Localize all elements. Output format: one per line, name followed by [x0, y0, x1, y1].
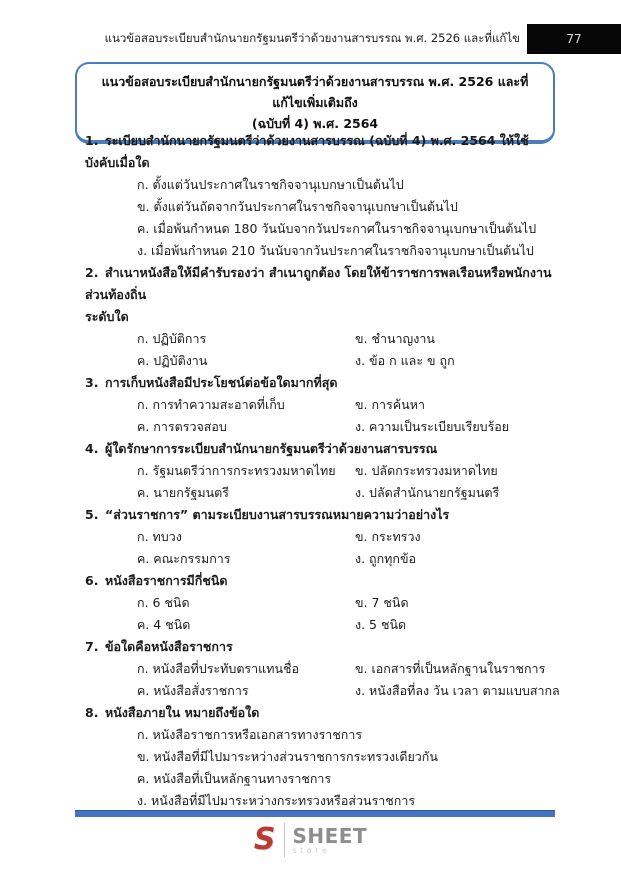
question-item-6 — [85, 570, 557, 636]
sheet-store-s-icon: S — [253, 822, 276, 857]
option-d: ง. หนังสือที่มีไปมาระหว่างกระทรวงหรือส่วนราชการ — [137, 793, 416, 808]
question-text: ผู้ใดรักษาการระเบียบสำนักนายกรัฐมนตรีว่าด้วยงานสารบรรณ — [105, 441, 438, 456]
question-number: 4. — [85, 441, 99, 456]
option-c: ค. คณะกรรมการ — [137, 551, 231, 566]
exam-title-line2: (ฉบับที่ 4) พ.ศ. 2564 — [251, 116, 379, 131]
question-item-7 — [85, 636, 560, 702]
option-b: ข. การค้นหา — [355, 397, 425, 412]
question-text: สำเนาหนังสือให้มีคำรับรองว่า สำเนาถูกต้อง โดยให้ข้าราชการพลเรือนหรือพนักงานส่วนท้องถิ่น — [85, 265, 552, 302]
question-text: การเก็บหนังสือมีประโยชน์ต่อข้อใดมากที่สุด — [105, 375, 338, 390]
option-d: ง. ปลัดสำนักนายกรัฐมนตรี — [355, 485, 500, 500]
option-b: ข. หนังสือที่มีไปมาระหว่างส่วนราชการกระทรวงเดียวกัน — [137, 749, 438, 764]
question-text: “ส่วนราชการ” ตามระเบียบงานสารบรรณหมายความว่าอย่างไร — [105, 507, 450, 522]
question-text-line2: ระดับใด — [85, 309, 129, 324]
brand-logo — [0, 823, 621, 857]
question-number: 6. — [85, 573, 99, 588]
option-b: ข. ชำนาญงาน — [355, 331, 435, 346]
option-c: ค. การตรวจสอบ — [137, 419, 227, 434]
question-number: 1. — [85, 133, 99, 148]
option-b: ข. ปลัดกระทรวงมหาดไทย — [355, 463, 498, 478]
option-a: ก. หนังสือราชการหรือเอกสารทางราชการ — [137, 727, 363, 742]
question-list — [85, 130, 560, 812]
brand-subtitle: store — [292, 845, 331, 855]
question-text: หนังสือราชการมีกี่ชนิด — [105, 573, 228, 588]
option-a: ก. ทบวง — [137, 529, 182, 544]
page-header — [75, 24, 621, 54]
option-c: ค. เมื่อพ้นกำหนด 180 วันนับจากวันประกาศในราชกิจจานุเบกษาเป็นต้นไป — [137, 221, 537, 236]
question-text: หนังสือภายใน หมายถึงข้อใด — [105, 705, 260, 720]
question-number: 3. — [85, 375, 99, 390]
running-header-title: แนวข้อสอบระเบียบสำนักนายกรัฐมนตรีว่าด้วยงานสารบรรณ พ.ศ. 2526 และที่แก้ไข — [104, 31, 520, 45]
option-a: ก. การทำความสะอาดที่เก็บ — [137, 397, 285, 412]
brand-name: SHEET — [292, 823, 368, 848]
option-d: ง. เมื่อพ้นกำหนด 210 วันนับจากวันประกาศในราชกิจจานุเบกษาเป็นต้นไป — [137, 243, 534, 258]
option-d: ง. ข้อ ก และ ข ถูก — [355, 353, 455, 368]
option-c: ค. นายกรัฐมนตรี — [137, 485, 229, 500]
option-c: ค. 4 ชนิด — [137, 617, 191, 632]
question-item-3 — [85, 372, 557, 438]
question-item-4 — [85, 438, 557, 504]
option-b: ข. 7 ชนิด — [355, 595, 409, 610]
question-number: 5. — [85, 507, 99, 522]
question-item-5 — [85, 504, 557, 570]
option-c: ค. ปฏิบัติงาน — [137, 353, 208, 368]
option-d: ง. หนังสือที่ลง วัน เวลา ตามแบบสากล — [355, 683, 560, 698]
question-number: 7. — [85, 639, 99, 654]
question-item-1 — [85, 130, 557, 262]
question-item-2 — [85, 262, 557, 372]
option-d: ง. ถูกทุกข้อ — [355, 551, 417, 566]
question-text: ข้อใดคือหนังสือราชการ — [105, 639, 233, 654]
question-number: 2. — [85, 265, 99, 280]
question-item-8 — [85, 702, 557, 812]
option-d: ง. ความเป็นระเบียบเรียบร้อย — [355, 419, 510, 434]
option-a: ก. ตั้งแต่วันประกาศในราชกิจจานุเบกษาเป็นต้นไป — [137, 177, 404, 192]
option-d: ง. 5 ชนิด — [355, 617, 407, 632]
question-number: 8. — [85, 705, 99, 720]
question-text: ระเบียบสำนักนายกรัฐมนตรีว่าด้วยงานสารบรรณ (ฉบับที่ 4) พ.ศ. 2564 ให้ใช้บังคับเมื่อใด — [85, 133, 529, 170]
option-a: ก. ปฏิบัติการ — [137, 331, 207, 346]
option-c: ค. หนังสือสั่งราชการ — [137, 683, 249, 698]
option-b: ข. กระทรวง — [355, 529, 421, 544]
footer-rule — [75, 810, 555, 817]
option-a: ก. หนังสือที่ประทับตราแทนชื่อ — [137, 661, 299, 676]
exam-title-line1: แนวข้อสอบระเบียบสำนักนายกรัฐมนตรีว่าด้วยงานสารบรรณ พ.ศ. 2526 และที่แก้ไขเพิ่มเติมถึง — [101, 74, 529, 110]
page-number: 77 — [566, 32, 582, 46]
option-b: ข. ตั้งแต่วันถัดจากวันประกาศในราชกิจจานุเบกษาเป็นต้นไป — [137, 199, 458, 214]
option-c: ค. หนังสือที่เป็นหลักฐานทางราชการ — [137, 771, 332, 786]
page-number-badge — [527, 24, 621, 54]
logo-divider — [284, 823, 285, 857]
option-b: ข. เอกสารที่เป็นหลักฐานในราชการ — [355, 661, 546, 676]
option-a: ก. รัฐมนตรีว่าการกระทรวงมหาดไทย — [137, 463, 336, 478]
option-a: ก. 6 ชนิด — [137, 595, 190, 610]
